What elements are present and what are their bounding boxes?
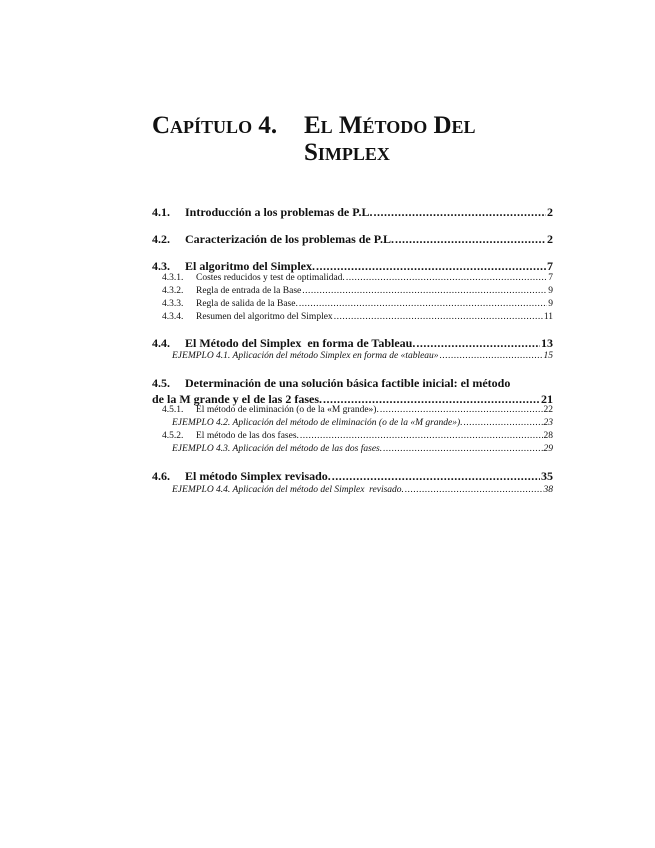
toc-page: 9 [548,299,553,309]
toc-example-4-4[interactable] [152,485,553,497]
toc-page: 13 [541,336,553,350]
toc-text: El método de eliminación (o de la «M grande»). [196,405,379,415]
toc-number: 4.4. [152,336,170,350]
toc-leader [346,273,547,283]
toc-page: 23 [543,418,553,428]
chapter-label: Capítulo 4. [152,112,278,139]
toc-page: 9 [548,286,553,296]
toc-page: 2 [547,232,553,246]
toc-example-4-3[interactable] [152,444,553,456]
toc-number: 4.3. [152,259,170,273]
toc-page: 2 [547,205,553,219]
toc-number: 4.1. [152,205,170,219]
toc-leader [373,205,546,220]
toc-text: EJEMPLO 4.3. Aplicación del método de las dos fases. [172,444,383,454]
toc-text: Regla de entrada de la Base [196,286,302,296]
toc-example-4-2[interactable] [152,418,553,430]
toc-page: 21 [541,392,553,406]
toc-text: Caracterización de los problemas de P.L. [185,232,394,246]
toc-number: 4.3.4. [162,312,184,322]
toc-page: 22 [543,405,553,415]
toc-page: 15 [543,351,553,361]
toc-text: Costes reducidos y test de optimalidad. [196,273,345,283]
toc-text: EJEMPLO 4.1. Aplicación del método Simplex en forma de «tableau» [172,351,439,361]
toc-leader [302,286,547,296]
toc-number: 4.5. [152,376,170,390]
toc-text: El método de las dos fases. [196,431,299,441]
toc-page: 29 [543,444,553,454]
chapter-name: El Método Del Simplex [304,112,476,166]
toc-leader [416,336,540,351]
toc-entry-4-3[interactable] [152,259,553,274]
toc-leader [332,469,540,484]
toc-page: 35 [541,469,553,483]
toc-leader [300,431,543,441]
toc-number: 4.2. [152,232,170,246]
toc-entry-4-1[interactable] [152,205,553,220]
toc-text: Regla de salida de la Base. [196,299,298,309]
toc-entry-4-3-1[interactable] [152,273,553,285]
toc-text-line1: Determinación de una solución básica factible inicial: el método [185,376,511,390]
toc-number: 4.5.1. [162,405,184,415]
toc-leader [334,312,543,322]
toc-leader [380,405,543,415]
toc-page: 7 [548,273,553,283]
toc-leader [316,259,546,274]
toc-page: 38 [543,485,553,495]
toc-text: El método Simplex revisado. [185,469,331,483]
toc-entry-4-5-1[interactable] [152,405,553,417]
toc-number: 4.3.3. [162,299,184,309]
toc-text: Resumen del algoritmo del Simplex [196,312,333,322]
toc-entry-4-6[interactable] [152,469,553,484]
toc-entry-4-5-2[interactable] [152,431,553,443]
toc-entry-4-2[interactable] [152,232,553,247]
toc-page: 28 [543,431,553,441]
toc-leader [299,299,547,309]
toc-text: Introducción a los problemas de P.L. [185,205,373,219]
toc-page: 11 [543,312,553,322]
toc-entry-4-4[interactable] [152,336,553,351]
toc-number: 4.3.1. [162,273,184,283]
toc-entry-4-5[interactable] [152,376,553,406]
toc-leader [440,351,543,361]
toc-text: El Método del Simplex en forma de Tableau. [185,336,416,350]
toc-entry-4-3-2[interactable] [152,286,553,298]
toc-entry-4-3-3[interactable] [152,299,553,311]
toc-leader [395,232,546,247]
toc-text: EJEMPLO 4.4. Aplicación del método del Simplex revisado. [172,485,404,495]
toc-leader [405,485,543,495]
toc-entry-4-3-4[interactable] [152,312,553,324]
toc-number: 4.5.2. [162,431,184,441]
toc-text: EJEMPLO 4.2. Aplicación del método de eliminación (o de la «M grande»). [172,418,463,428]
toc-page: 7 [547,259,553,273]
toc-example-4-1[interactable] [152,351,553,363]
toc-text-line2: de la M grande y el de las 2 fases. [152,392,322,406]
toc-leader [464,418,543,428]
toc-number: 4.3.2. [162,286,184,296]
toc-number: 4.6. [152,469,170,483]
toc-text: El algoritmo del Simplex. [185,259,315,273]
toc-leader [383,444,542,454]
